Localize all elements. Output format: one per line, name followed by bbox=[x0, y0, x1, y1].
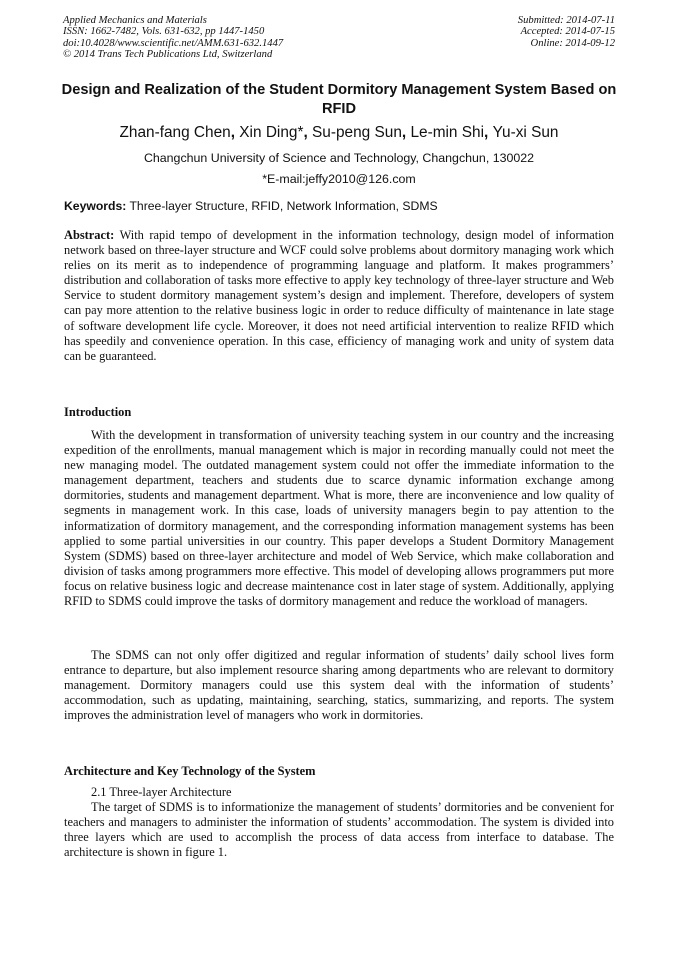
paragraph-text: The SDMS can not only offer digitized and regular information of students’ daily school lives form entrance to departure, but also implement resource sharing among departments who are relevant to dormitory management. Dormitory managers could use this system deal with the information of students’ accommodation, such as updating, maintaining, searching, statics, summarizing, and reports. The system improves the administration level of managers who work in dormitories. bbox=[64, 648, 614, 723]
author-name: Su-peng Sun bbox=[312, 124, 402, 141]
keywords-text: Three-layer Structure, RFID, Network Information, SDMS bbox=[129, 199, 438, 213]
author-name: Le-min Shi bbox=[410, 124, 485, 141]
author-separator: , bbox=[484, 124, 493, 141]
abstract bbox=[64, 228, 614, 364]
paragraph-text: With the development in transformation of university teaching system in our country and the increasing expedition of the enrollments, manual management which is major in recording manually could not meet the new managing model. The outdated management system could not offer the immediate information to the management department, teachers and students due to scarce dynamic information exchange among dormitories, students and management department. What is more, there are inconvenience and low quality of segments in management work. In this case, loads of university managers begin to pay attention to the informatization of dormitory management, and the corresponding information management systems has been applied to some partial universities in our country. This paper develops a Student Dormitory Management System (SDMS) based on three-layer architecture and model of Web Service, which make collaboration and division of tasks among programmers more effective. This model of developing allows programmers put more focus on relative business logic and decrease maintenance cost in later stage of system. Additionally, applying RFID to SDMS could improve the tasks of dormitory management and reduce the workload of managers. bbox=[64, 428, 614, 609]
publication-info bbox=[63, 15, 283, 60]
keywords-label: Keywords: bbox=[64, 199, 127, 213]
abstract-label: Abstract: bbox=[64, 228, 115, 242]
architecture-heading: Architecture and Key Technology of the System bbox=[64, 764, 316, 778]
author-name: Xin Ding* bbox=[239, 124, 304, 141]
introduction-paragraph bbox=[64, 428, 614, 609]
author-list bbox=[40, 123, 638, 143]
keywords bbox=[64, 198, 616, 214]
copyright-line: © 2014 Trans Tech Publications Ltd, Switzerland bbox=[63, 48, 273, 60]
paper-title: Design and Realization of the Student Dormitory Management System Based on RFID bbox=[61, 82, 617, 117]
architecture-section bbox=[64, 785, 614, 860]
author-separator: , bbox=[230, 124, 240, 141]
accepted-date: Accepted: 2014-07-15 bbox=[520, 26, 615, 38]
journal-name: Applied Mechanics and Materials bbox=[63, 15, 207, 26]
author-name: Yu-xi Sun bbox=[492, 124, 559, 141]
affiliation: Changchun University of Science and Technology, Changchun, 130022 bbox=[143, 151, 535, 165]
paragraph-text: The target of SDMS is to informationize the management of students’ dormitories and be convenient for teachers and managers to administer the information of students’ accommodation. The system is divided into three layers which are used to accomplish the process of data access from interface to database. The architecture is shown in figure 1. bbox=[64, 800, 614, 860]
author-name: Zhan-fang Chen bbox=[119, 124, 231, 141]
publication-dates bbox=[518, 15, 615, 49]
author-separator: , bbox=[303, 124, 313, 141]
abstract-text: With rapid tempo of development in the information technology, design model of information network based on three-layer structure and WCF could solve problems about dormitory managing work which relies on its merit as to independence of programming language and platform. It makes programmers’ distribution and collaboration of tasks more effective to apply key technology of three-layer structure and Web Service to student dormitory management system’s design and implement. Therefore, developers of system can pay more attention to the relative business logic in order to reduce difficulty of maintenance in late stage of software development life cycle. Moreover, it does not need artificial intervention to realize RFID which has speedily and convenience operation. In this case, efficiency of managing work and unity of system data can be guaranteed. bbox=[64, 228, 615, 363]
introduction-heading: Introduction bbox=[64, 405, 132, 419]
introduction-paragraph bbox=[64, 648, 614, 723]
issn-line: ISSN: 1662-7482, Vols. 631-632, pp 1447-1450 bbox=[63, 26, 265, 38]
author-separator: , bbox=[401, 124, 411, 141]
subsection-heading: 2.1 Three-layer Architecture bbox=[91, 785, 232, 799]
doi-line: doi:10.4028/www.scientific.net/AMM.631-632.1447 bbox=[63, 37, 284, 49]
submitted-date: Submitted: 2014-07-11 bbox=[517, 15, 615, 26]
online-date: Online: 2014-09-12 bbox=[530, 37, 615, 49]
author-email: *E-mail:jeffy2010@126.com bbox=[262, 172, 416, 186]
